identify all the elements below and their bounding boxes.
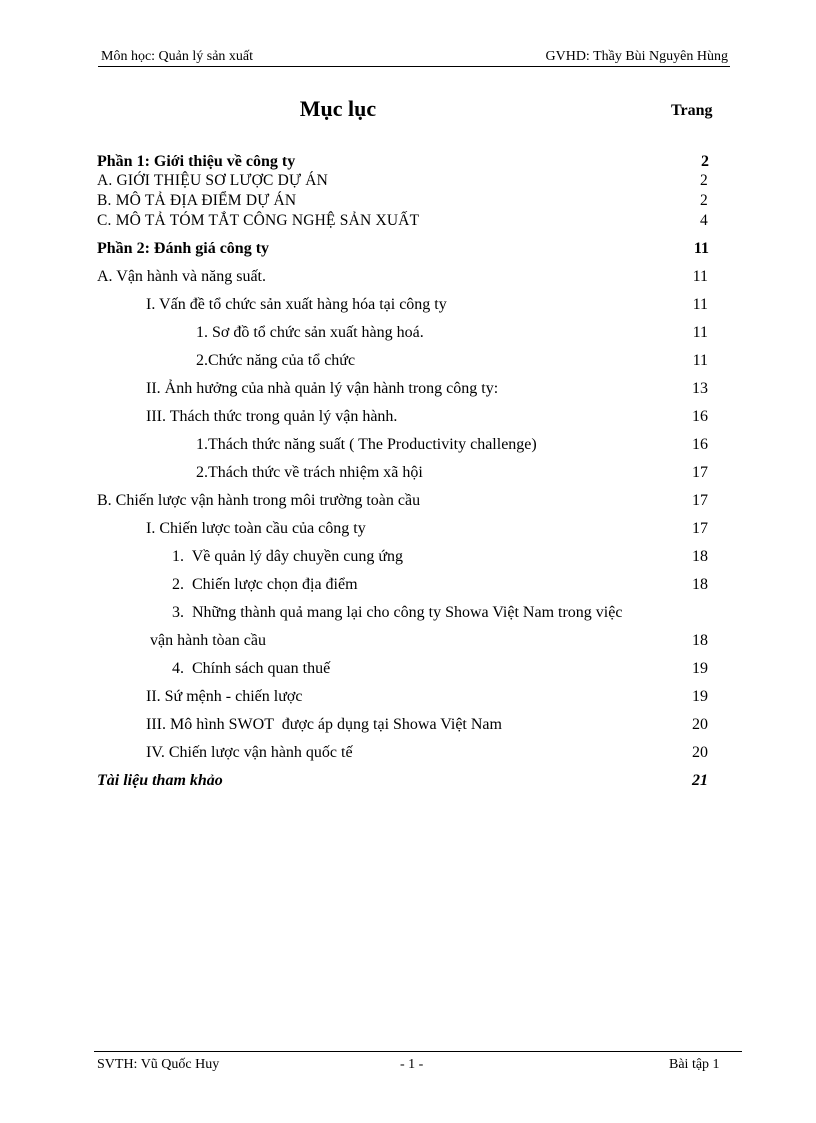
toc-entry-2b-iii[interactable] <box>97 715 708 735</box>
toc-entry-page: 13 <box>692 380 708 397</box>
toc-entry-label: IV. Chiến lược vận hành quốc tế <box>146 744 353 761</box>
footer-page-number: - 1 - <box>400 1057 424 1072</box>
toc-entry-label: A. Vận hành và năng suất. <box>97 268 266 285</box>
toc-entry-label: II. Sứ mệnh - chiến lược <box>146 688 303 705</box>
toc-entry-label: 1. Sơ đồ tổ chức sản xuất hàng hoá. <box>196 324 424 341</box>
toc-entry-label: III. Thách thức trong quản lý vận hành. <box>146 408 398 425</box>
toc-entry-page: 18 <box>692 548 708 565</box>
toc-entry-label: III. Mô hình SWOT được áp dụng tại Showa Việt Nam <box>146 716 502 733</box>
toc-entry-label: I. Vấn đề tổ chức sản xuất hàng hóa tại công ty <box>146 296 447 313</box>
footer-divider <box>94 1051 742 1052</box>
toc-entry-2a-iii[interactable] <box>97 407 708 427</box>
toc-entry-label: 4. Chính sách quan thuế <box>172 660 331 677</box>
toc-entry-2b-i-4[interactable] <box>97 659 708 679</box>
toc-entry-label: B. Chiến lược vận hành trong môi trường toàn cầu <box>97 492 421 509</box>
toc-entry-page: 16 <box>692 436 708 453</box>
toc-entry-label: Phần 2: Đánh giá công ty <box>97 240 270 257</box>
toc-entry-page: 2 <box>700 172 708 189</box>
toc-entry-2a[interactable] <box>97 267 708 287</box>
toc-entry-page: 18 <box>692 576 708 593</box>
toc-entry-page: 21 <box>692 772 708 789</box>
toc-entry-label: B. MÔ TẢ ĐỊA ĐIỂM DỰ ÁN <box>97 192 297 209</box>
toc-entry-page: 20 <box>692 716 708 733</box>
toc-entry-2a-i-1[interactable] <box>97 323 708 343</box>
toc-entry-page: 17 <box>692 520 708 537</box>
header-course: Môn học: Quản lý sản xuất <box>101 49 254 64</box>
toc-entry-2a-i[interactable] <box>97 295 708 315</box>
toc-entry-label: II. Ảnh hưởng của nhà quản lý vận hành trong công ty: <box>146 380 499 397</box>
toc-entry-page: 20 <box>692 744 708 761</box>
toc-entry-2b-i-2[interactable] <box>97 575 708 595</box>
toc-entry-2b-ii[interactable] <box>97 687 708 707</box>
toc-entry-page: 11 <box>692 296 708 313</box>
toc-entry-page: 16 <box>692 408 708 425</box>
toc-entry-1b[interactable] <box>97 191 708 211</box>
toc-entry-1a[interactable] <box>97 171 708 191</box>
toc-entry-2a-iii-1[interactable] <box>97 435 708 455</box>
toc-entry-page: 18 <box>692 632 708 649</box>
toc-entry-page: 11 <box>692 352 708 369</box>
toc-entry-page: 17 <box>692 492 708 509</box>
toc-entry-label: 3. Những thành quả mang lại cho công ty Showa Việt Nam trong việc <box>172 604 623 621</box>
page-header <box>98 49 730 67</box>
toc-entry-2b[interactable] <box>97 491 708 511</box>
toc-entry-page: 19 <box>692 660 708 677</box>
toc-entry-label: 2.Thách thức về trách nhiệm xã hội <box>196 464 423 481</box>
toc-entry-label: 1. Về quản lý dây chuyền cung ứng <box>172 548 403 565</box>
toc-entry-label: Tài liệu tham khảo <box>97 772 223 789</box>
toc-entry-page: 19 <box>692 688 708 705</box>
toc-entry-label: 2.Chức năng của tổ chức <box>196 352 356 369</box>
toc-entry-label: 1.Thách thức năng suất ( The Productivity challenge) <box>196 436 537 453</box>
toc-entry-page: 11 <box>693 240 709 257</box>
toc-entry-label: C. MÔ TẢ TÓM TẮT CÔNG NGHỆ SẢN XUẤT <box>97 212 420 229</box>
toc-entry-page: 11 <box>692 324 708 341</box>
footer-assignment: Bài tập 1 <box>669 1057 720 1072</box>
toc-entry-page: 2 <box>700 192 708 209</box>
toc-entry-page: 2 <box>701 153 709 170</box>
header-instructor: GVHD: Thầy Bùi Nguyên Hùng <box>545 49 728 64</box>
toc-entry-2a-ii[interactable] <box>97 379 708 399</box>
toc-title: Mục lục <box>299 96 377 121</box>
toc-entry-page: 17 <box>692 464 708 481</box>
toc-entry-1c[interactable] <box>97 211 708 231</box>
toc-entry-label: Phần 1: Giới thiệu về công ty <box>97 153 296 170</box>
toc-page-column-label: Trang <box>671 102 713 119</box>
toc-entry-2b-i-1[interactable] <box>97 547 708 567</box>
toc-entry-label: 2. Chiến lược chọn địa điểm <box>172 576 358 593</box>
toc-entry-2b-iv[interactable] <box>97 743 708 763</box>
toc-entry-2a-i-2[interactable] <box>97 351 708 371</box>
footer-student: SVTH: Vũ Quốc Huy <box>97 1057 220 1072</box>
toc-entry-page: 11 <box>692 268 708 285</box>
toc-entry-2b-i-3-cont[interactable] <box>97 631 708 651</box>
toc-entry-part1[interactable] <box>97 152 708 172</box>
toc-entry-references[interactable] <box>97 771 708 791</box>
toc-entry-label: vận hành tòan cầu <box>150 632 266 649</box>
toc-entry-label: A. GIỚI THIỆU SƠ LƯỢC DỰ ÁN <box>97 172 329 189</box>
toc-entry-2b-i[interactable] <box>97 519 708 539</box>
toc-entry-page: 4 <box>700 212 708 229</box>
toc-entry-2a-iii-2[interactable] <box>97 463 708 483</box>
toc-entry-2b-i-3[interactable] <box>97 603 708 623</box>
toc-entry-part2[interactable] <box>97 239 708 259</box>
toc-entry-label: I. Chiến lược toàn cầu của công ty <box>146 520 366 537</box>
